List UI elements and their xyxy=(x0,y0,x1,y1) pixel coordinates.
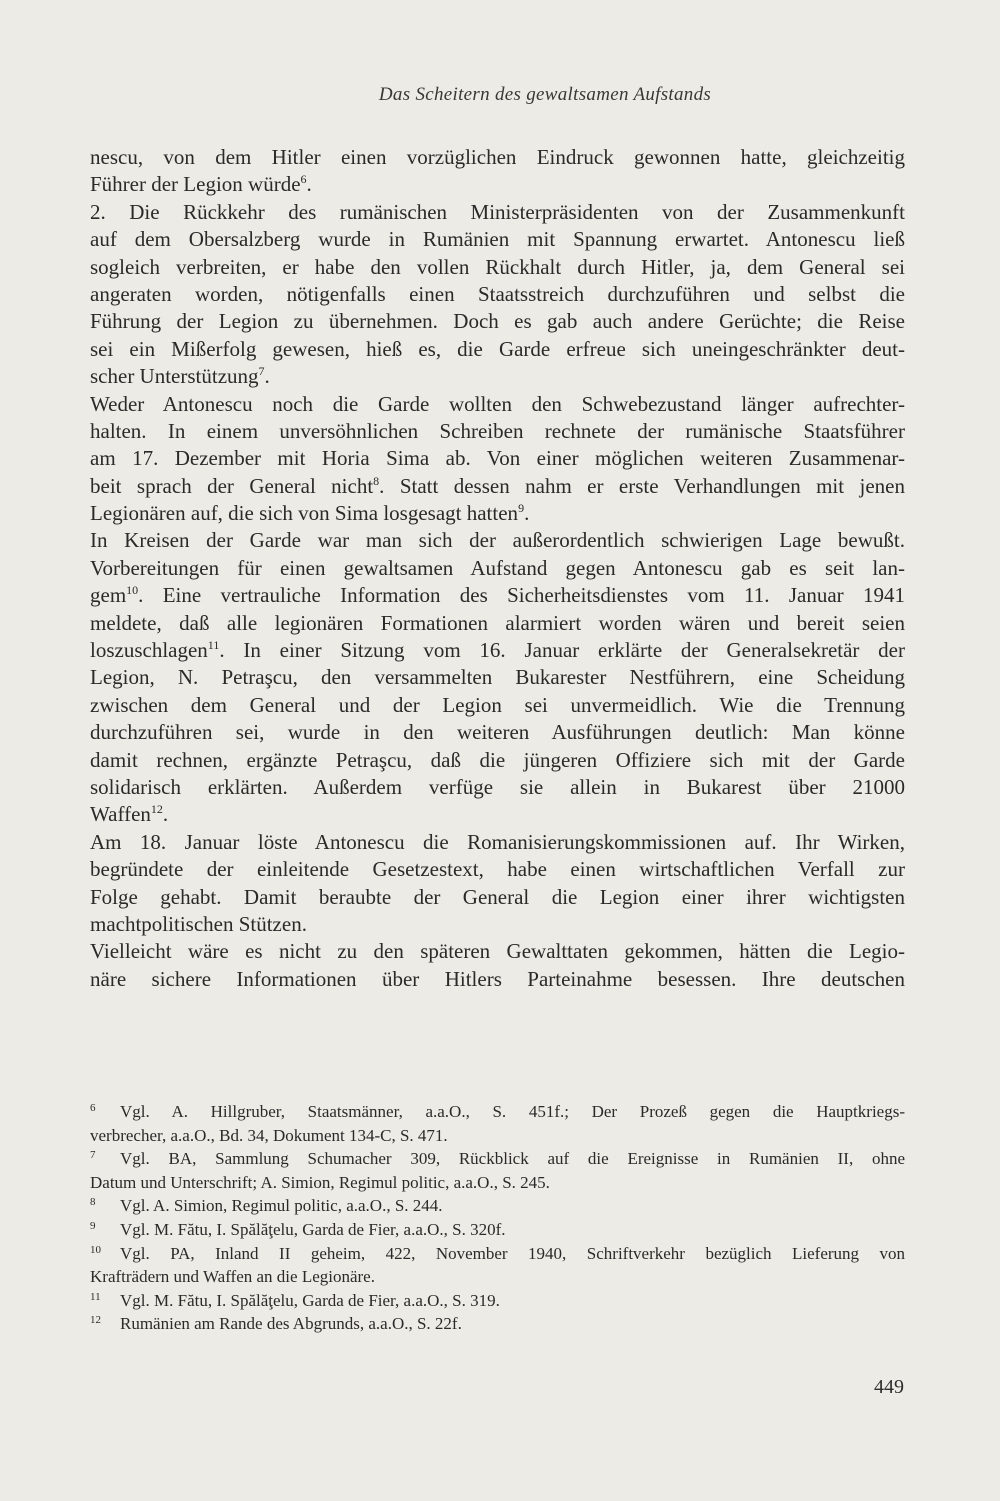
footnote-ref: 8 xyxy=(373,473,380,488)
footnote-line: 9 Vgl. M. Fătu, I. Spălăţelu, Garda de Fier, a.a.O., S. 320f. xyxy=(90,1219,506,1239)
text-line: Waffen$^{12}$. xyxy=(90,802,169,827)
footnote-line: 10 Vgl. PA, Inland II geheim, 422, November 1940, Schriftverkehr bezüglich Lieferung von xyxy=(90,1243,905,1263)
footnote-line: Datum und Unterschrift; A. Simion, Regimul politic, a.a.O., S. 245. xyxy=(90,1172,550,1192)
text-line: machtpolitischen Stützen. xyxy=(90,911,307,936)
footnote-line: 8 Vgl. A. Simion, Regimul politic, a.a.O., S. 244. xyxy=(90,1196,443,1216)
text-line: auf dem Obersalzberg wurde in Rumänien mit Spannung erwartet. Antonescu ließ xyxy=(90,227,905,252)
footnote-line: verbrecher, a.a.O., Bd. 34, Dokument 134-C, S. 471. xyxy=(90,1125,448,1145)
page-number: 449 xyxy=(874,1376,904,1398)
text-line: Folge gehabt. Damit beraubte der General die Legion einer ihrer wichtigsten xyxy=(90,884,905,909)
text-line: Führung der Legion zu übernehmen. Doch es gab auch andere Gerüchte; die Reise xyxy=(90,309,905,334)
footnote-line: 12 Rumänien am Rande des Abgrunds, a.a.O., S. 22f. xyxy=(90,1314,462,1334)
text-line: Legionären auf, die sich von Sima losgesagt hatten$^9$. xyxy=(90,501,530,526)
text-line: gem$^{10}$. Eine vertrauliche Information des Sicherheitsdienstes vom 11. Januar 1941 xyxy=(90,583,905,608)
footnote-ref: 7 xyxy=(258,364,265,379)
text-line: In Kreisen der Garde war man sich der außerordentlich schwierigen Lage bewußt. xyxy=(90,528,905,553)
text-line: halten. In einem unversöhnlichen Schreiben rechnete der rumänische Staatsführer xyxy=(90,418,905,443)
text-line: Führer der Legion würde$^6$. xyxy=(90,172,312,197)
text-line: sogleich verbreiten, er habe den vollen Rückhalt durch Hitler, ja, dem General sei xyxy=(90,254,905,279)
text-line: meldete, daß alle legionären Formationen alarmiert worden wären und bereit seien xyxy=(90,610,905,635)
text-line: solidarisch erklärten. Außerdem verfüge sie allein in Bukarest über 21000 xyxy=(90,774,905,799)
footnote-ref: 9 xyxy=(518,501,525,516)
text-line: scher Unterstützung$^7$. xyxy=(90,364,270,389)
text-line: näre sichere Informationen über Hitlers Parteinahme besessen. Ihre deutschen xyxy=(90,966,905,991)
text-line: loszuschlagen$^{11}$. In einer Sitzung vom 16. Januar erklärte der Generalsekretär der xyxy=(90,638,905,663)
text-line: angeraten worden, nötigenfalls einen Staatsstreich durchzuführen und selbst die xyxy=(90,281,905,306)
footnote-line: 7 Vgl. BA, Sammlung Schumacher 309, Rückblick auf die Ereignisse in Rumänien II, ohne xyxy=(90,1149,905,1169)
footnote-ref: 12 xyxy=(150,802,163,817)
footnote-ref: 10 xyxy=(126,583,139,598)
text-line: damit rechnen, ergänzte Petraşcu, daß die jüngeren Offiziere sich mit der Garde xyxy=(90,747,905,772)
text-line: am 17. Dezember mit Horia Sima ab. Von einer möglichen weiteren Zusammenar- xyxy=(90,446,905,471)
footnote-ref: 11 xyxy=(207,638,220,653)
text-line: durchzuführen sei, wurde in den weiteren Ausführungen deutlich: Man könne xyxy=(90,720,905,745)
footnote-line: 6 Vgl. A. Hillgruber, Staatsmänner, a.a.O., S. 451f.; Der Prozeß gegen die Hauptkriegs- xyxy=(90,1102,905,1121)
footnote-line: Krafträdern und Waffen an die Legionäre. xyxy=(90,1267,375,1287)
text-line: zwischen dem General und der Legion sei unvermeidlich. Wie die Trennung xyxy=(90,692,905,717)
footnote-line: 11 Vgl. M. Fătu, I. Spălăţelu, Garda de Fier, a.a.O., S. 319. xyxy=(90,1290,500,1310)
text-line: 2. Die Rückkehr des rumänischen Ministerpräsidenten von der Zusammenkunft xyxy=(90,199,905,224)
text-line: Vorbereitungen für einen gewaltsamen Aufstand gegen Antonescu gab es seit lan- xyxy=(90,555,905,580)
text-line: nescu, von dem Hitler einen vorzüglichen Eindruck gewonnen hatte, gleichzeitig xyxy=(90,145,905,169)
body-text xyxy=(90,144,905,993)
text-line: Weder Antonescu noch die Garde wollten den Schwebezustand länger aufrechter- xyxy=(90,391,905,416)
text-line: Am 18. Januar löste Antonescu die Romanisierungskommissionen auf. Ihr Wirken, xyxy=(90,829,905,854)
text-line: beit sprach der General nicht$^8$. Statt dessen nahm er erste Verhandlungen mit jenen xyxy=(90,473,905,498)
footnote-ref: 6 xyxy=(300,172,307,187)
text-line: sei ein Mißerfolg gewesen, hieß es, die Garde erfreue sich uneingeschränkter deut- xyxy=(90,336,905,361)
text-line: Vielleicht wäre es nicht zu den späteren Gewalttaten gekommen, hätten die Legio- xyxy=(90,939,905,964)
text-line: Legion, N. Petraşcu, den versammelten Bukarester Nestführern, eine Scheidung xyxy=(90,665,905,690)
running-head: Das Scheitern des gewaltsamen Aufstands xyxy=(378,84,712,105)
footnotes xyxy=(90,1100,905,1336)
text-line: begründete der einleitende Gesetzestext, habe einen wirtschaftlichen Verfall zur xyxy=(90,857,905,882)
